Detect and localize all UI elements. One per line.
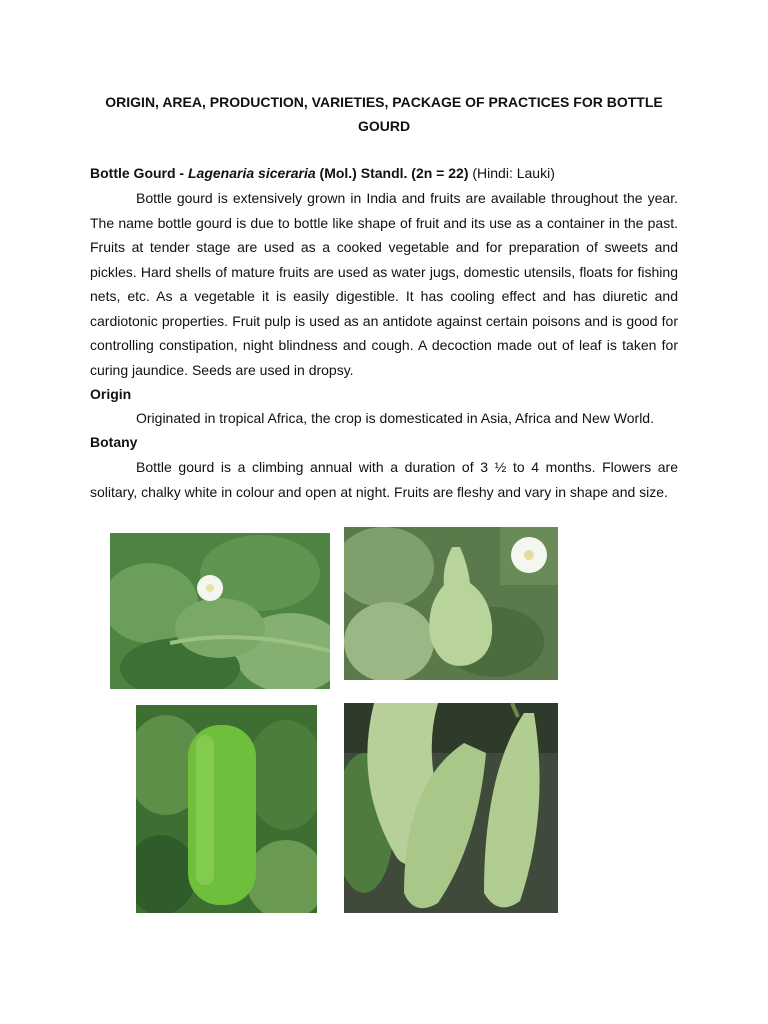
- page-title: ORIGIN, AREA, PRODUCTION, VARIETIES, PACKAGE OF PRACTICES FOR BOTTLE GOURD: [105, 94, 663, 134]
- botany-paragraph: Bottle gourd is a climbing annual with a duration of 3 ½ to 4 months. Flowers are solitary, chalky white in colour and open at night. Fruits are fleshy and vary in shape and size.: [90, 459, 678, 500]
- scientific-name: Lagenaria siceraria: [188, 165, 316, 181]
- photo-bottle-shaped-gourd: [344, 527, 558, 680]
- crop-heading: [90, 161, 678, 186]
- origin-paragraph: Originated in tropical Africa, the crop is domesticated in Asia, Africa and New World.: [136, 410, 654, 426]
- crop-authority: (Mol.) Standl. (2n = 22): [315, 165, 469, 181]
- crop-heading-prefix: Bottle Gourd -: [90, 165, 188, 181]
- origin-heading: Origin: [90, 386, 132, 402]
- photo-vine-with-flower: [110, 533, 330, 689]
- photo-long-pale-gourds: [344, 703, 558, 913]
- botany-heading: Botany: [90, 434, 138, 450]
- hindi-name: (Hindi: Lauki): [468, 165, 555, 181]
- intro-paragraph: Bottle gourd is extensively grown in India and fruits are available throughout the year. The name bottle gourd is due to bottle like shape of fruit and its use as a container in the past. Fruits at tender stage are used as a cooked vegetable and for preparation of sweets and pickles. Hard shells of mature fruits are used as water jugs, domestic utensils, floats for fishing nets, etc. As a vegetable it is easily digestible. It has cooling effect and has diuretic and cardiotonic properties. Fruit pulp is used as an antidote against certain poisons and is good for controlling constipation, night blindness and cough. A decoction made out of leaf is taken for curing jaundice. Seeds are used in dropsy.: [90, 190, 678, 378]
- photo-cylindrical-gourd: [136, 705, 317, 913]
